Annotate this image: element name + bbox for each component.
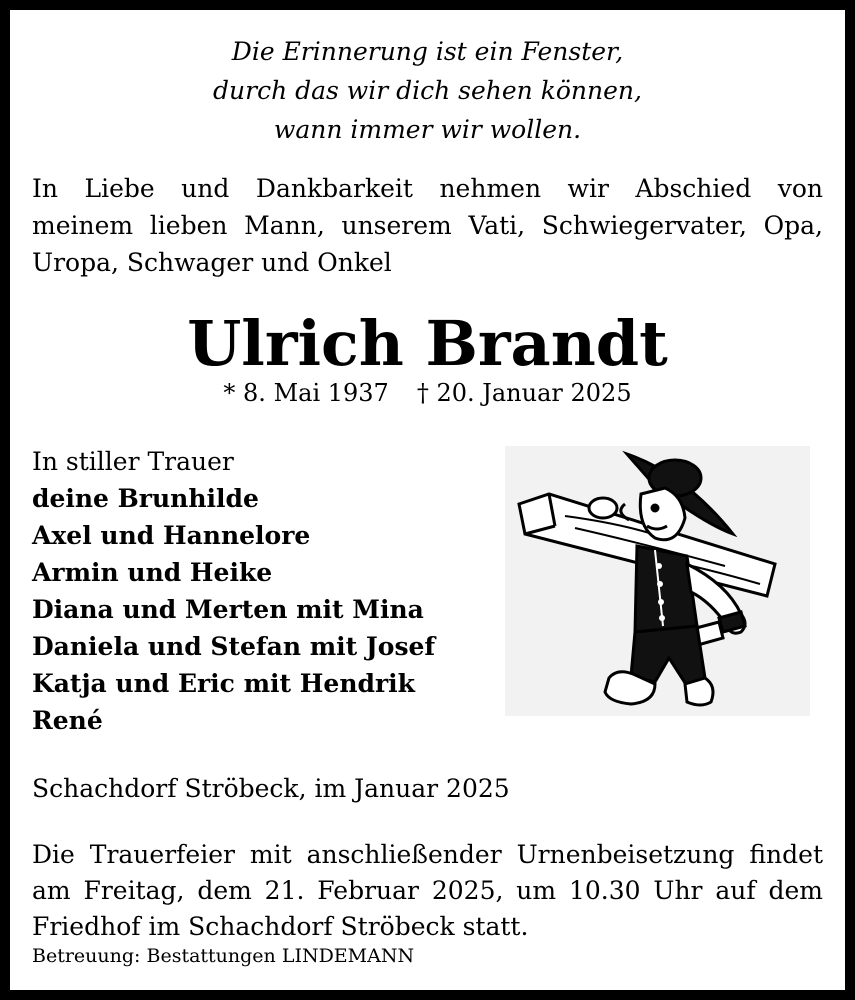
place-and-date: Schachdorf Ströbeck, im Januar 2025 [32, 774, 510, 803]
carpenter-icon [505, 446, 810, 716]
mourner-entry: René [32, 706, 103, 735]
poem-line: Die Erinnerung ist ein Fenster, [231, 37, 624, 66]
funeral-line: am Freitag, dem 21. Februar 2025, um 10.30 Uhr auf dem [32, 876, 823, 905]
mourner-entry: Daniela und Stefan mit Josef [32, 632, 436, 661]
deceased-name: Ulrich Brandt [187, 307, 668, 380]
memorial-poem [10, 32, 845, 149]
mourners-intro: In stiller Trauer [32, 447, 234, 476]
intro-text [32, 170, 823, 281]
intro-line: meinem lieben Mann, unserem Vati, Schwiegervater, Opa, [32, 211, 823, 240]
poem-line: wann immer wir wollen. [273, 115, 582, 144]
death-date: † 20. Januar 2025 [416, 379, 632, 407]
mourner-entry: Diana und Merten mit Mina [32, 595, 424, 624]
funeral-line: Die Trauerfeier mit anschließender Urnenbeisetzung findet [32, 840, 823, 869]
funeral-home-credit: Betreuung: Bestattungen LINDEMANN [32, 945, 415, 967]
carpenter-illustration [505, 446, 810, 716]
funeral-details [32, 837, 823, 945]
intro-line: In Liebe und Dankbarkeit nehmen wir Abschied von [32, 174, 823, 203]
mourner-entry: Armin und Heike [32, 558, 273, 587]
birth-date: * 8. Mai 1937 [223, 379, 389, 407]
life-dates [10, 376, 845, 410]
mourner-entry: Axel und Hannelore [32, 521, 311, 550]
mourner-entry: Katja und Eric mit Hendrik [32, 669, 415, 698]
mourners-list [32, 443, 502, 739]
funeral-line: Friedhof im Schachdorf Ströbeck statt. [32, 912, 529, 941]
poem-line: durch das wir dich sehen können, [213, 76, 642, 105]
mourner-entry: deine Brunhilde [32, 484, 259, 513]
intro-line: Uropa, Schwager und Onkel [32, 248, 392, 277]
